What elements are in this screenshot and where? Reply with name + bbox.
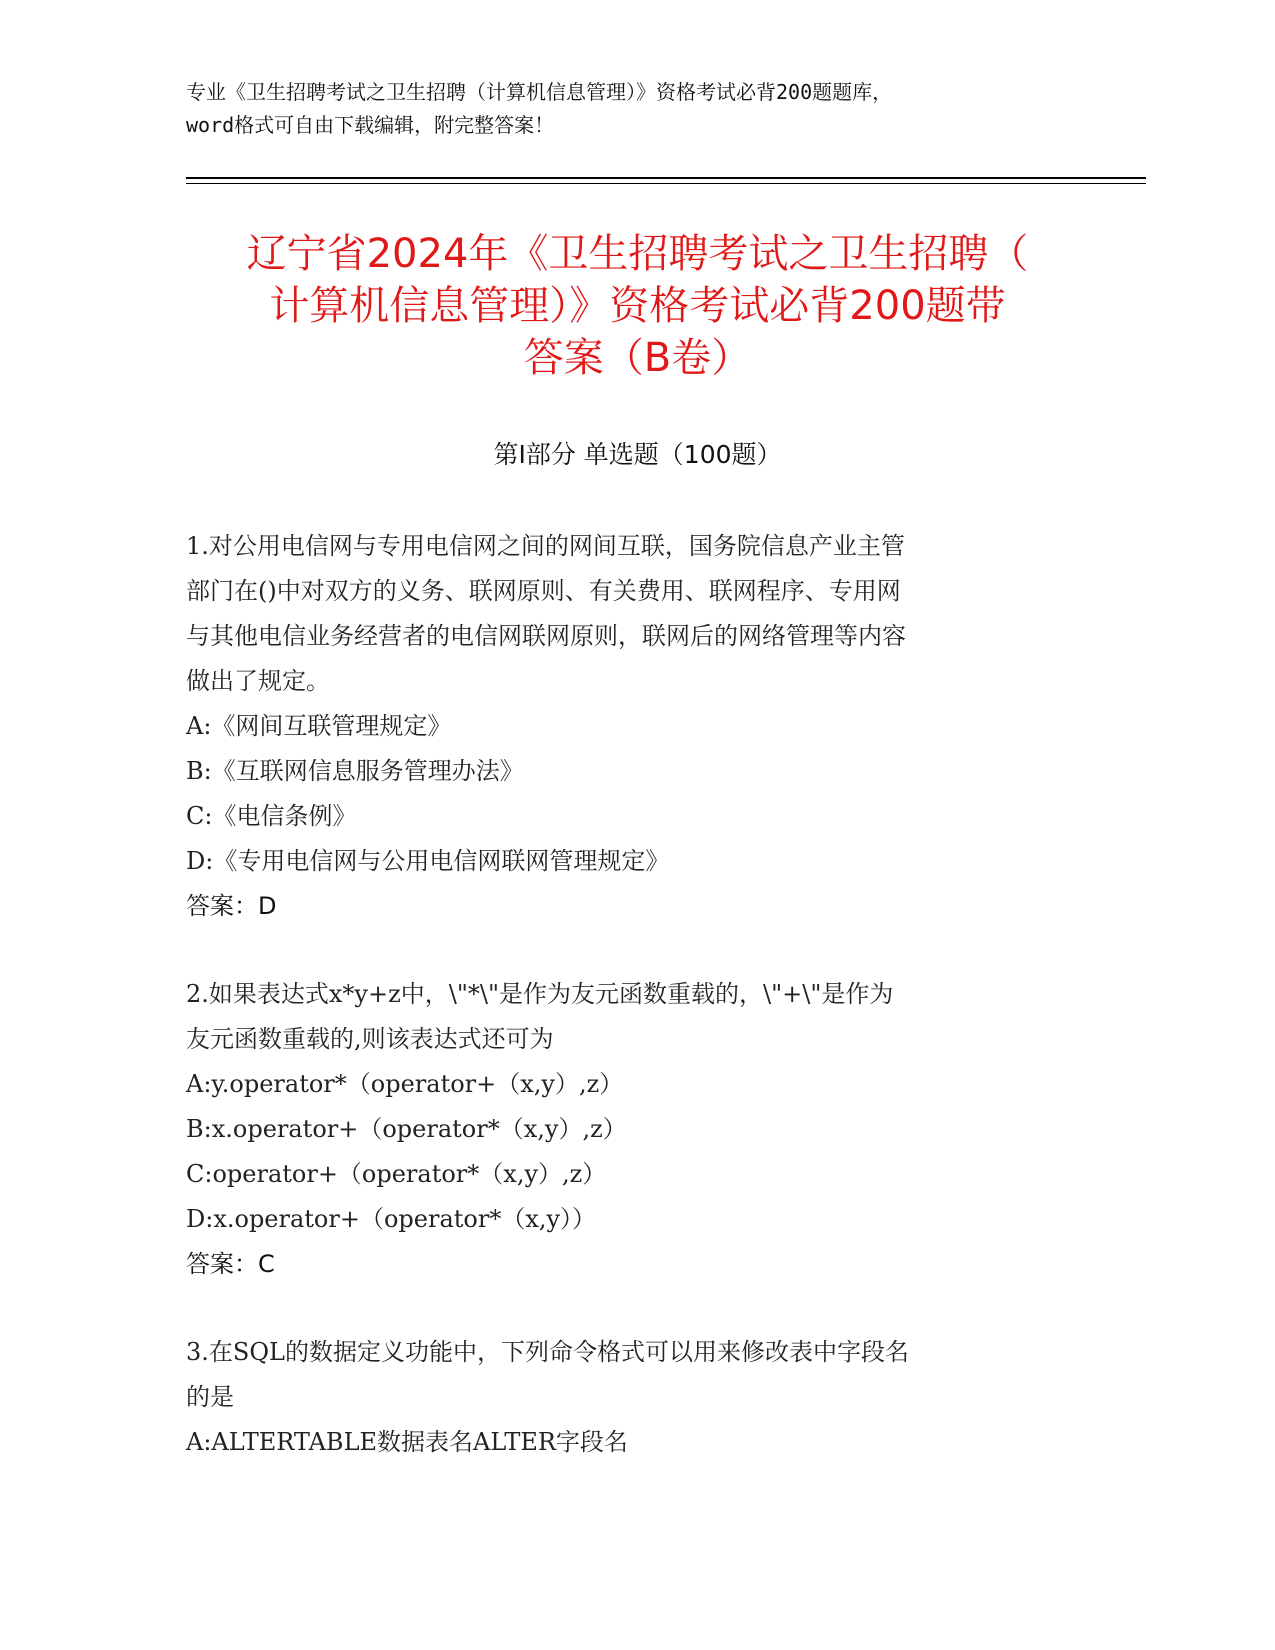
question-spacer	[186, 1287, 1086, 1330]
question-stem-line: 部门在()中对双方的义务、联网原则、有关费用、联网程序、专用网	[186, 577, 901, 605]
option-b: B:x.operator+（operator*（x,y）,z）	[186, 1115, 627, 1143]
question-list	[186, 524, 1086, 1465]
question-stem-line: 1.对公用电信网与专用电信网之间的网间互联，国务院信息产业主管	[186, 532, 905, 560]
question-stem-line: 做出了规定。	[186, 667, 330, 695]
question-spacer	[186, 929, 1086, 972]
option-c: C:《电信条例》	[186, 802, 357, 830]
question-stem-line: 与其他电信业务经营者的电信网联网原则，联网后的网络管理等内容	[186, 622, 906, 650]
question-3	[186, 1330, 1086, 1465]
header-rule-thin	[186, 183, 1146, 184]
option-a: A:ALTERTABLE数据表名ALTER字段名	[186, 1428, 628, 1456]
header-note	[186, 76, 1126, 142]
page-title-line-3: 答案（B卷）	[523, 335, 752, 381]
question-stem-line: 3.在SQL的数据定义功能中，下列命令格式可以用来修改表中字段名	[186, 1338, 909, 1366]
question-stem-line: 友元函数重载的,则该表达式还可为	[186, 1025, 554, 1053]
page-title-line-2: 计算机信息管理）》资格考试必背200题带	[269, 283, 1006, 329]
header-note-line-1: 专业《卫生招聘考试之卫生招聘（计算机信息管理）》资格考试必背200题题库，	[186, 80, 893, 104]
question-stem-line: 的是	[186, 1383, 234, 1411]
option-d: D:《专用电信网与公用电信网联网管理规定》	[186, 847, 670, 875]
option-a: A:《网间互联管理规定》	[186, 712, 452, 740]
page-title-line-1: 辽宁省2024年《卫生招聘考试之卫生招聘（	[246, 231, 1029, 277]
question-2	[186, 972, 1086, 1287]
section-title: 第Ⅰ部分 单选题（100题）	[493, 440, 782, 469]
option-a: A:y.operator*（operator+（x,y）,z）	[186, 1070, 624, 1098]
option-d: D:x.operator+（operator*（x,y））	[186, 1205, 597, 1233]
answer-line: 答案：D	[186, 892, 277, 920]
option-c: C:operator+（operator*（x,y）,z）	[186, 1160, 607, 1188]
page-title	[170, 228, 1105, 384]
header-note-line-2: word格式可自由下载编辑，附完整答案！	[186, 113, 555, 137]
question-1	[186, 524, 1086, 929]
question-stem-line: 2.如果表达式x*y+z中，\"*\"是作为友元函数重载的，\"+\"是作为	[186, 980, 894, 1008]
option-b: B:《互联网信息服务管理办法》	[186, 757, 524, 785]
header-rule-thick	[186, 177, 1146, 179]
answer-line: 答案：C	[186, 1250, 275, 1278]
